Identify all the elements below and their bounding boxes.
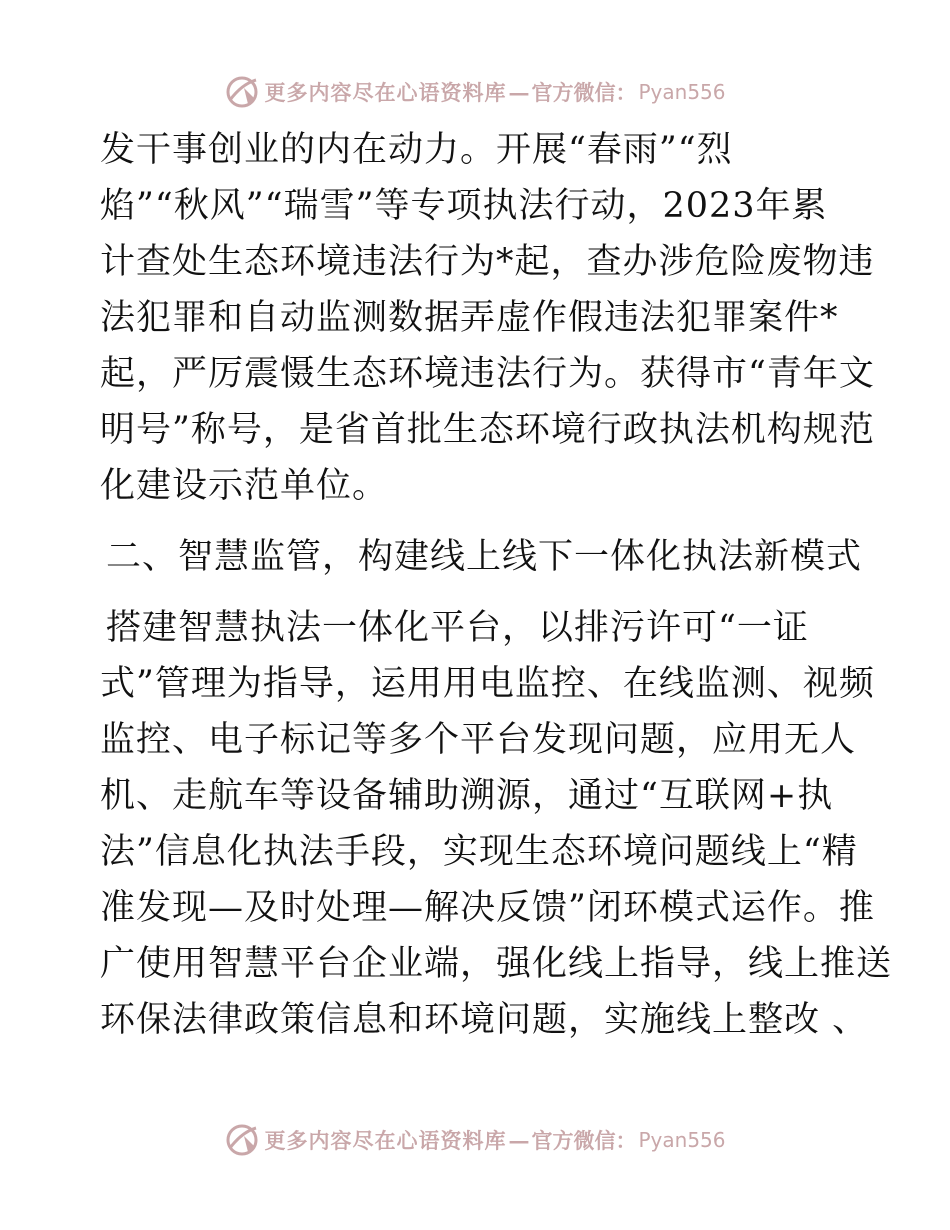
header-watermark-banner — [0, 72, 950, 112]
paragraph-line: 发干事创业的内在动力。开展“春雨”“烈 — [100, 130, 733, 170]
paragraph-line: 起，严厉震慑生态环境违法行为。获得市“青年文 — [100, 354, 875, 394]
paragraph-line: 焰”“秋风”“瑞雪”等专项执法行动，2023年累 — [100, 186, 828, 226]
section-heading: 二、智慧监管，构建线上线下一体化执法新模式 — [106, 537, 863, 577]
paragraph-line: 广使用智慧平台企业端，强化线上指导，线上推送 — [100, 944, 893, 984]
footer-wechat-id: Pyan556 — [638, 1128, 726, 1152]
document-body — [100, 122, 893, 1048]
paragraph-line: 法”信息化执法手段，实现生态环境问题线上“精 — [100, 832, 858, 872]
footer-banner-separator: — — [508, 1127, 530, 1153]
paragraph-line: 监控、电子标记等多个平台发现问题，应用无人 — [100, 720, 857, 760]
footer-watermark-banner — [0, 1120, 950, 1160]
paragraph-line: 明号”称号，是省首批生态环境行政执法机构规范 — [100, 410, 875, 450]
paragraph-2 — [100, 600, 893, 1048]
brand-logo-icon — [224, 74, 260, 110]
header-banner-separator: — — [508, 79, 530, 105]
paragraph-line: 环保法律政策信息和环境问题，实施线上整改 、 — [100, 1000, 869, 1040]
brand-logo-icon — [224, 1122, 260, 1158]
paragraph-line: 准发现—及时处理—解决反馈”闭环模式运作。推 — [100, 888, 875, 928]
footer-banner-text: 更多内容尽在心语资料库 — [264, 1128, 507, 1153]
header-wechat-id: Pyan556 — [638, 80, 726, 104]
header-banner-text: 更多内容尽在心语资料库 — [264, 80, 507, 105]
paragraph-line: 式”管理为指导，运用用电监控、在线监测、视频 — [100, 664, 875, 704]
paragraph-line: 机、走航车等设备辅助溯源，通过“互联网+执 — [100, 776, 834, 816]
paragraph-line: 计查处生态环境违法行为*起，查办涉危险废物违 — [100, 242, 875, 282]
header-wechat-label: 官方微信： — [531, 80, 637, 105]
footer-wechat-label: 官方微信： — [531, 1128, 637, 1153]
paragraph-line: 化建设示范单位。 — [100, 466, 389, 506]
paragraph-line: 搭建智慧执法一体化平台，以排污许可“一证 — [106, 608, 809, 648]
paragraph-1 — [100, 122, 875, 514]
paragraph-line: 法犯罪和自动监测数据弄虚作假违法犯罪案件* — [100, 298, 839, 338]
